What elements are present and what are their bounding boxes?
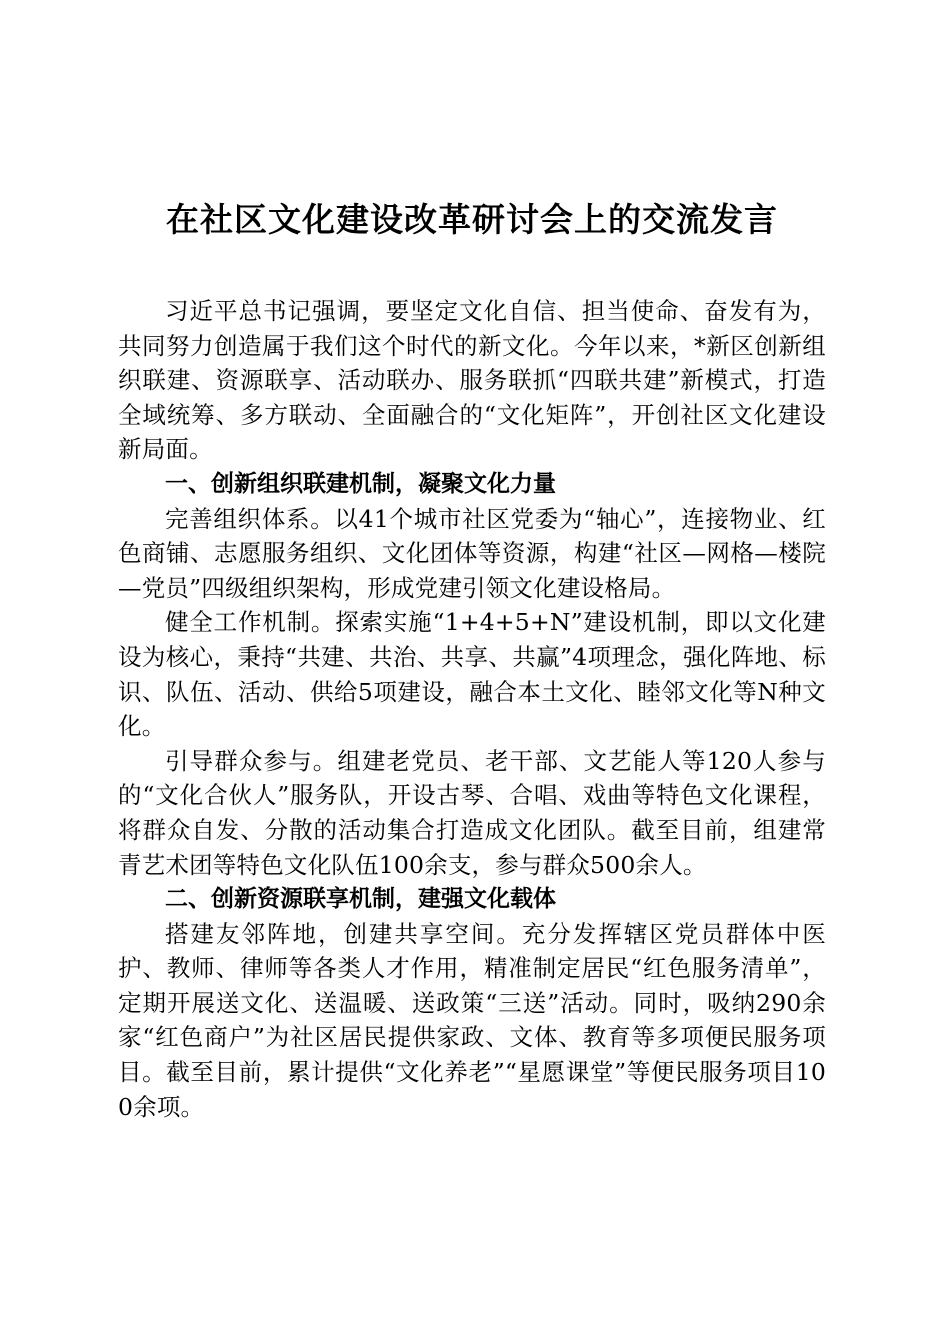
paragraph-shared-space: 搭建友邻阵地，创建共享空间。充分发挥辖区党员群体中医护、教师、律师等各类人才作用，精准制定居民“红色服务清单”，定期开展送文化、送温暖、送政策“三送”活动。同时，吸纳290余家“红色商户”为社区居民提供家政、文体、教育等多项便民服务项目。截至目前，累计提供“文化养老”“星愿课堂”等便民服务项目100余项。 xyxy=(118,919,826,1121)
paragraph-public-participation: 引导群众参与。组建老党员、老干部、文艺能人等120人参与的“文化合伙人”服务队，开设古琴、合唱、戏曲等特色文化课程，将群众自发、分散的活动集合打造成文化团队。截至目前，组建常青艺术团等特色文化队伍100余支，参与群众500余人。 xyxy=(118,746,826,879)
paragraph-intro: 习近平总书记强调，要坚定文化自信、担当使命、奋发有为，共同努力创造属于我们这个时代的新文化。今年以来，*新区创新组织联建、资源联享、活动联办、服务联抓“四联共建”新模式，打造全域统筹、多方联动、全面融合的“文化矩阵”，开创社区文化建设新局面。 xyxy=(118,297,826,464)
paragraph-work-mechanism: 健全工作机制。探索实施“1+4+5+N”建设机制，即以文化建设为核心，秉持“共建、共治、共享、共赢”4项理念，强化阵地、标识、队伍、活动、供给5项建设，融合本土文化、睦邻文化等N种文化。 xyxy=(118,608,826,741)
paragraph-organization-system: 完善组织体系。以41个城市社区党委为“轴心”，连接物业、红色商铺、志愿服务组织、文化团体等资源，构建“社区—网格—楼院—党员”四级组织架构，形成党建引领文化建设格局。 xyxy=(118,504,826,602)
section-heading-1: 一、创新组织联建机制，凝聚文化力量 xyxy=(165,470,556,497)
document-body xyxy=(118,294,826,1124)
document-page xyxy=(118,0,826,1344)
document-title: 在社区文化建设改革研讨会上的交流发言 xyxy=(166,200,778,239)
section-heading-2: 二、创新资源联享机制，建强文化载体 xyxy=(165,886,556,913)
